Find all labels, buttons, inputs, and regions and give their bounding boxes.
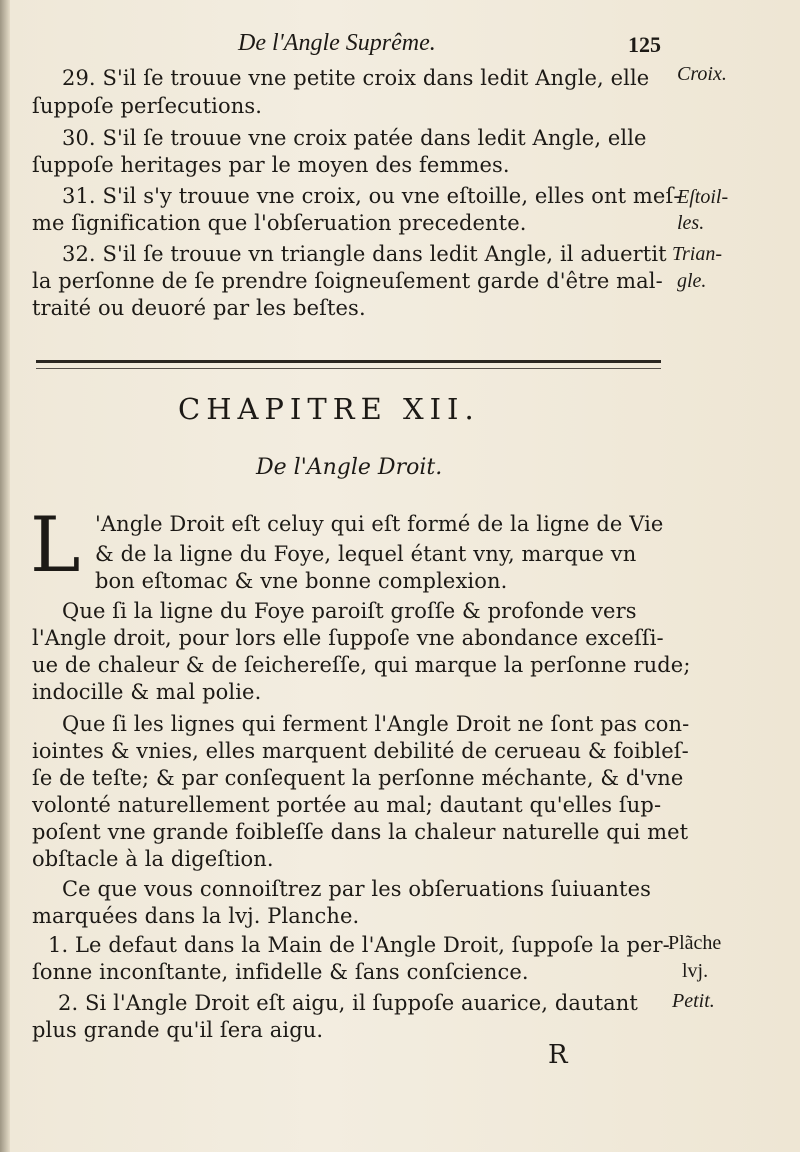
chapter-subtitle: De l'Angle Droit. [256,455,443,480]
text-line: 30. S'il ſe trouue vne croix patée dans ledit Angle, elle [62,126,647,150]
text-line: ſuppoſe perſecutions. [32,94,262,118]
chapter-title: CHAPITRE XII. [178,392,480,426]
text-line: 'Angle Droit eſt celuy qui eſt formé de la ligne de Vie [95,512,664,536]
text-line: 32. S'il ſe trouue vn triangle dans ledit Angle, il aduertit [62,242,667,266]
text-line: 2. Si l'Angle Droit eſt aigu, il ſuppoſe auarice, dautant [58,991,638,1015]
text-line: obſtacle à la digeſtion. [32,847,274,871]
text-line: poſent vne grande foibleſſe dans la chaleur naturelle qui met [32,820,689,844]
text-line: traité ou deuoré par les beſtes. [32,296,366,320]
text-line: ſuppoſe heritages par le moyen des femmes. [32,153,510,177]
page-number: 125 [628,32,661,57]
margin-note: Trian- [672,243,723,265]
text-line: bon eſtomac & vne bonne complexion. [95,569,508,593]
text-line: ſe de teſte; & par conſequent la perſonne méchante, & d'vne [32,766,684,790]
text-line: & de la ligne du Foye, lequel étant vny, marque vn [95,542,637,566]
margin-note: lvj. [682,960,709,982]
text-line: 31. S'il s'y trouue vne croix, ou vne eſtoille, elles ont meſ- [62,184,681,208]
margin-note: gle. [677,270,707,292]
text-line: me ſignification que l'obſeruation precedente. [32,211,527,235]
decorative-rule [36,360,661,369]
text-line: Ce que vous connoiſtrez par les obſeruations ſuiuantes [62,877,652,901]
drop-cap: L [30,500,81,589]
text-line: 1. Le defaut dans la Main de l'Angle Droit, ſuppoſe la per- [48,933,670,957]
text-line: la perſonne de ſe prendre ſoigneuſement garde d'être mal- [32,269,663,293]
text-line: ſonne inconſtante, infidelle & ſans conſcience. [32,960,529,984]
margin-note: Plãche [668,932,722,954]
margin-note: les. [677,212,705,234]
text-line: indocille & mal polie. [32,680,262,704]
text-line: iointes & vnies, elles marquent debilité de cerueau & foibleſ- [32,739,689,763]
binding-gutter [0,0,10,1152]
text-line: ue de chaleur & de ſeichereſſe, qui marque la perſonne rude; [32,653,691,677]
text-line: plus grande qu'il ſera aigu. [32,1018,324,1042]
margin-note: Eſtoil- [677,186,729,208]
text-line: 29. S'il ſe trouue vne petite croix dans ledit Angle, elle [62,66,650,90]
text-line: Que ſi les lignes qui ferment l'Angle Droit ne ſont pas con- [62,712,690,736]
text-line: l'Angle droit, pour lors elle ſuppoſe vne abondance exceſſi- [32,626,664,650]
text-line: marquées dans la lvj. Planche. [32,904,360,928]
catchword: R [548,1040,568,1070]
text-line: Que ſi la ligne du Foye paroiſt groſſe & profonde vers [62,599,637,623]
running-header: De l'Angle Suprême. [238,30,436,56]
text-line: volonté naturellement portée au mal; dautant qu'elles ſup- [32,793,662,817]
margin-note: Petit. [672,990,715,1012]
margin-note: Croix. [677,63,727,85]
